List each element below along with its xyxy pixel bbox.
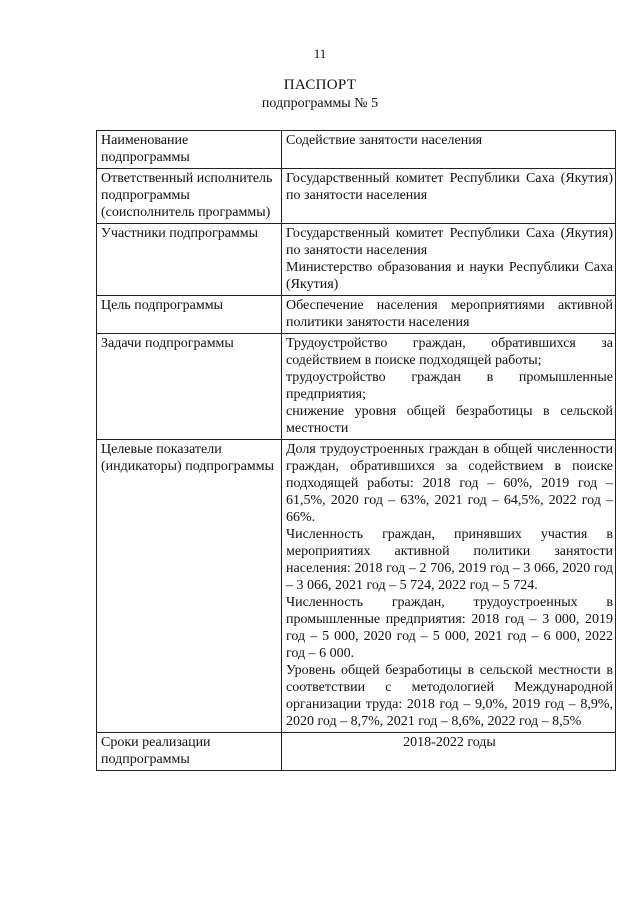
value-paragraph: Численность граждан, трудоустроенных в промышленные предприятия: 2018 год – 3 000, 2019 год – 5 000, 2020 год – 5 000, 2021 год – 6 000, 2022 год – 6 000. bbox=[286, 595, 613, 661]
table-row bbox=[97, 224, 616, 296]
table-row bbox=[97, 334, 616, 440]
value-paragraph: Государственный комитет Республики Саха (Якутия) по занятости населения bbox=[286, 171, 613, 203]
row-value bbox=[282, 334, 616, 440]
value-paragraph: Трудоустройство граждан, обратившихся за содействием в поиске подходящей работы; bbox=[286, 336, 613, 368]
table-row bbox=[97, 733, 616, 771]
table-row bbox=[97, 169, 616, 224]
row-label: Задачи подпрограммы bbox=[97, 334, 282, 440]
row-label: Сроки реализации подпрограммы bbox=[97, 733, 282, 771]
row-label: Участники подпрограммы bbox=[97, 224, 282, 296]
row-value bbox=[282, 131, 616, 169]
table-row bbox=[97, 440, 616, 733]
row-value bbox=[282, 296, 616, 334]
value-paragraph: Уровень общей безработицы в сельской местности в соответствии с методологией Международной организации труда: 2018 год – 9,0%, 2019 год – 8,9%, 2020 год – 8,7%, 2021 год – 8,6%, 2022 год – 8,5% bbox=[286, 663, 613, 729]
table-row bbox=[97, 131, 616, 169]
value-paragraph: Министерство образования и науки Республики Саха (Якутия) bbox=[286, 260, 613, 292]
row-value bbox=[282, 169, 616, 224]
row-label: Наименование подпрограммы bbox=[97, 131, 282, 169]
value-paragraph: снижение уровня общей безработицы в сельской местности bbox=[286, 404, 613, 436]
row-value bbox=[282, 733, 616, 771]
value-paragraph: трудоустройство граждан в промышленные предприятия; bbox=[286, 370, 613, 402]
row-label: Целевые показатели (индикаторы) подпрограммы bbox=[97, 440, 282, 733]
row-label: Ответственный исполнитель подпрограммы (соисполнитель программы) bbox=[97, 169, 282, 224]
value-paragraph: Содействие занятости населения bbox=[286, 133, 483, 148]
value-paragraph: Доля трудоустроенных граждан в общей численности граждан, обратившихся за содействием в поиске подходящей работы: 2018 год – 60%, 2019 год – 61,5%, 2020 год – 63%, 2021 год – 64,5%, 2022 год – 66%. bbox=[286, 442, 613, 525]
value-paragraph: Государственный комитет Республики Саха (Якутия) по занятости населения bbox=[286, 226, 613, 258]
document-subtitle: подпрограммы № 5 bbox=[261, 96, 379, 111]
page-number: 11 bbox=[313, 46, 327, 61]
passport-table bbox=[96, 130, 616, 771]
document-title: ПАСПОРТ bbox=[283, 77, 357, 93]
value-paragraph: Численность граждан, принявших участия в мероприятиях активной политики занятости населения: 2018 год – 2 706, 2019 год – 3 066, 2020 год – 3 066, 2021 год – 5 724, 2022 год – 5 724. bbox=[286, 527, 613, 593]
row-label: Цель подпрограммы bbox=[97, 296, 282, 334]
row-value bbox=[282, 440, 616, 733]
value-paragraph: 2018-2022 годы bbox=[403, 735, 496, 750]
value-paragraph: Обеспечение населения мероприятиями активной политики занятости населения bbox=[286, 298, 613, 330]
table-row bbox=[97, 296, 616, 334]
row-value bbox=[282, 224, 616, 296]
